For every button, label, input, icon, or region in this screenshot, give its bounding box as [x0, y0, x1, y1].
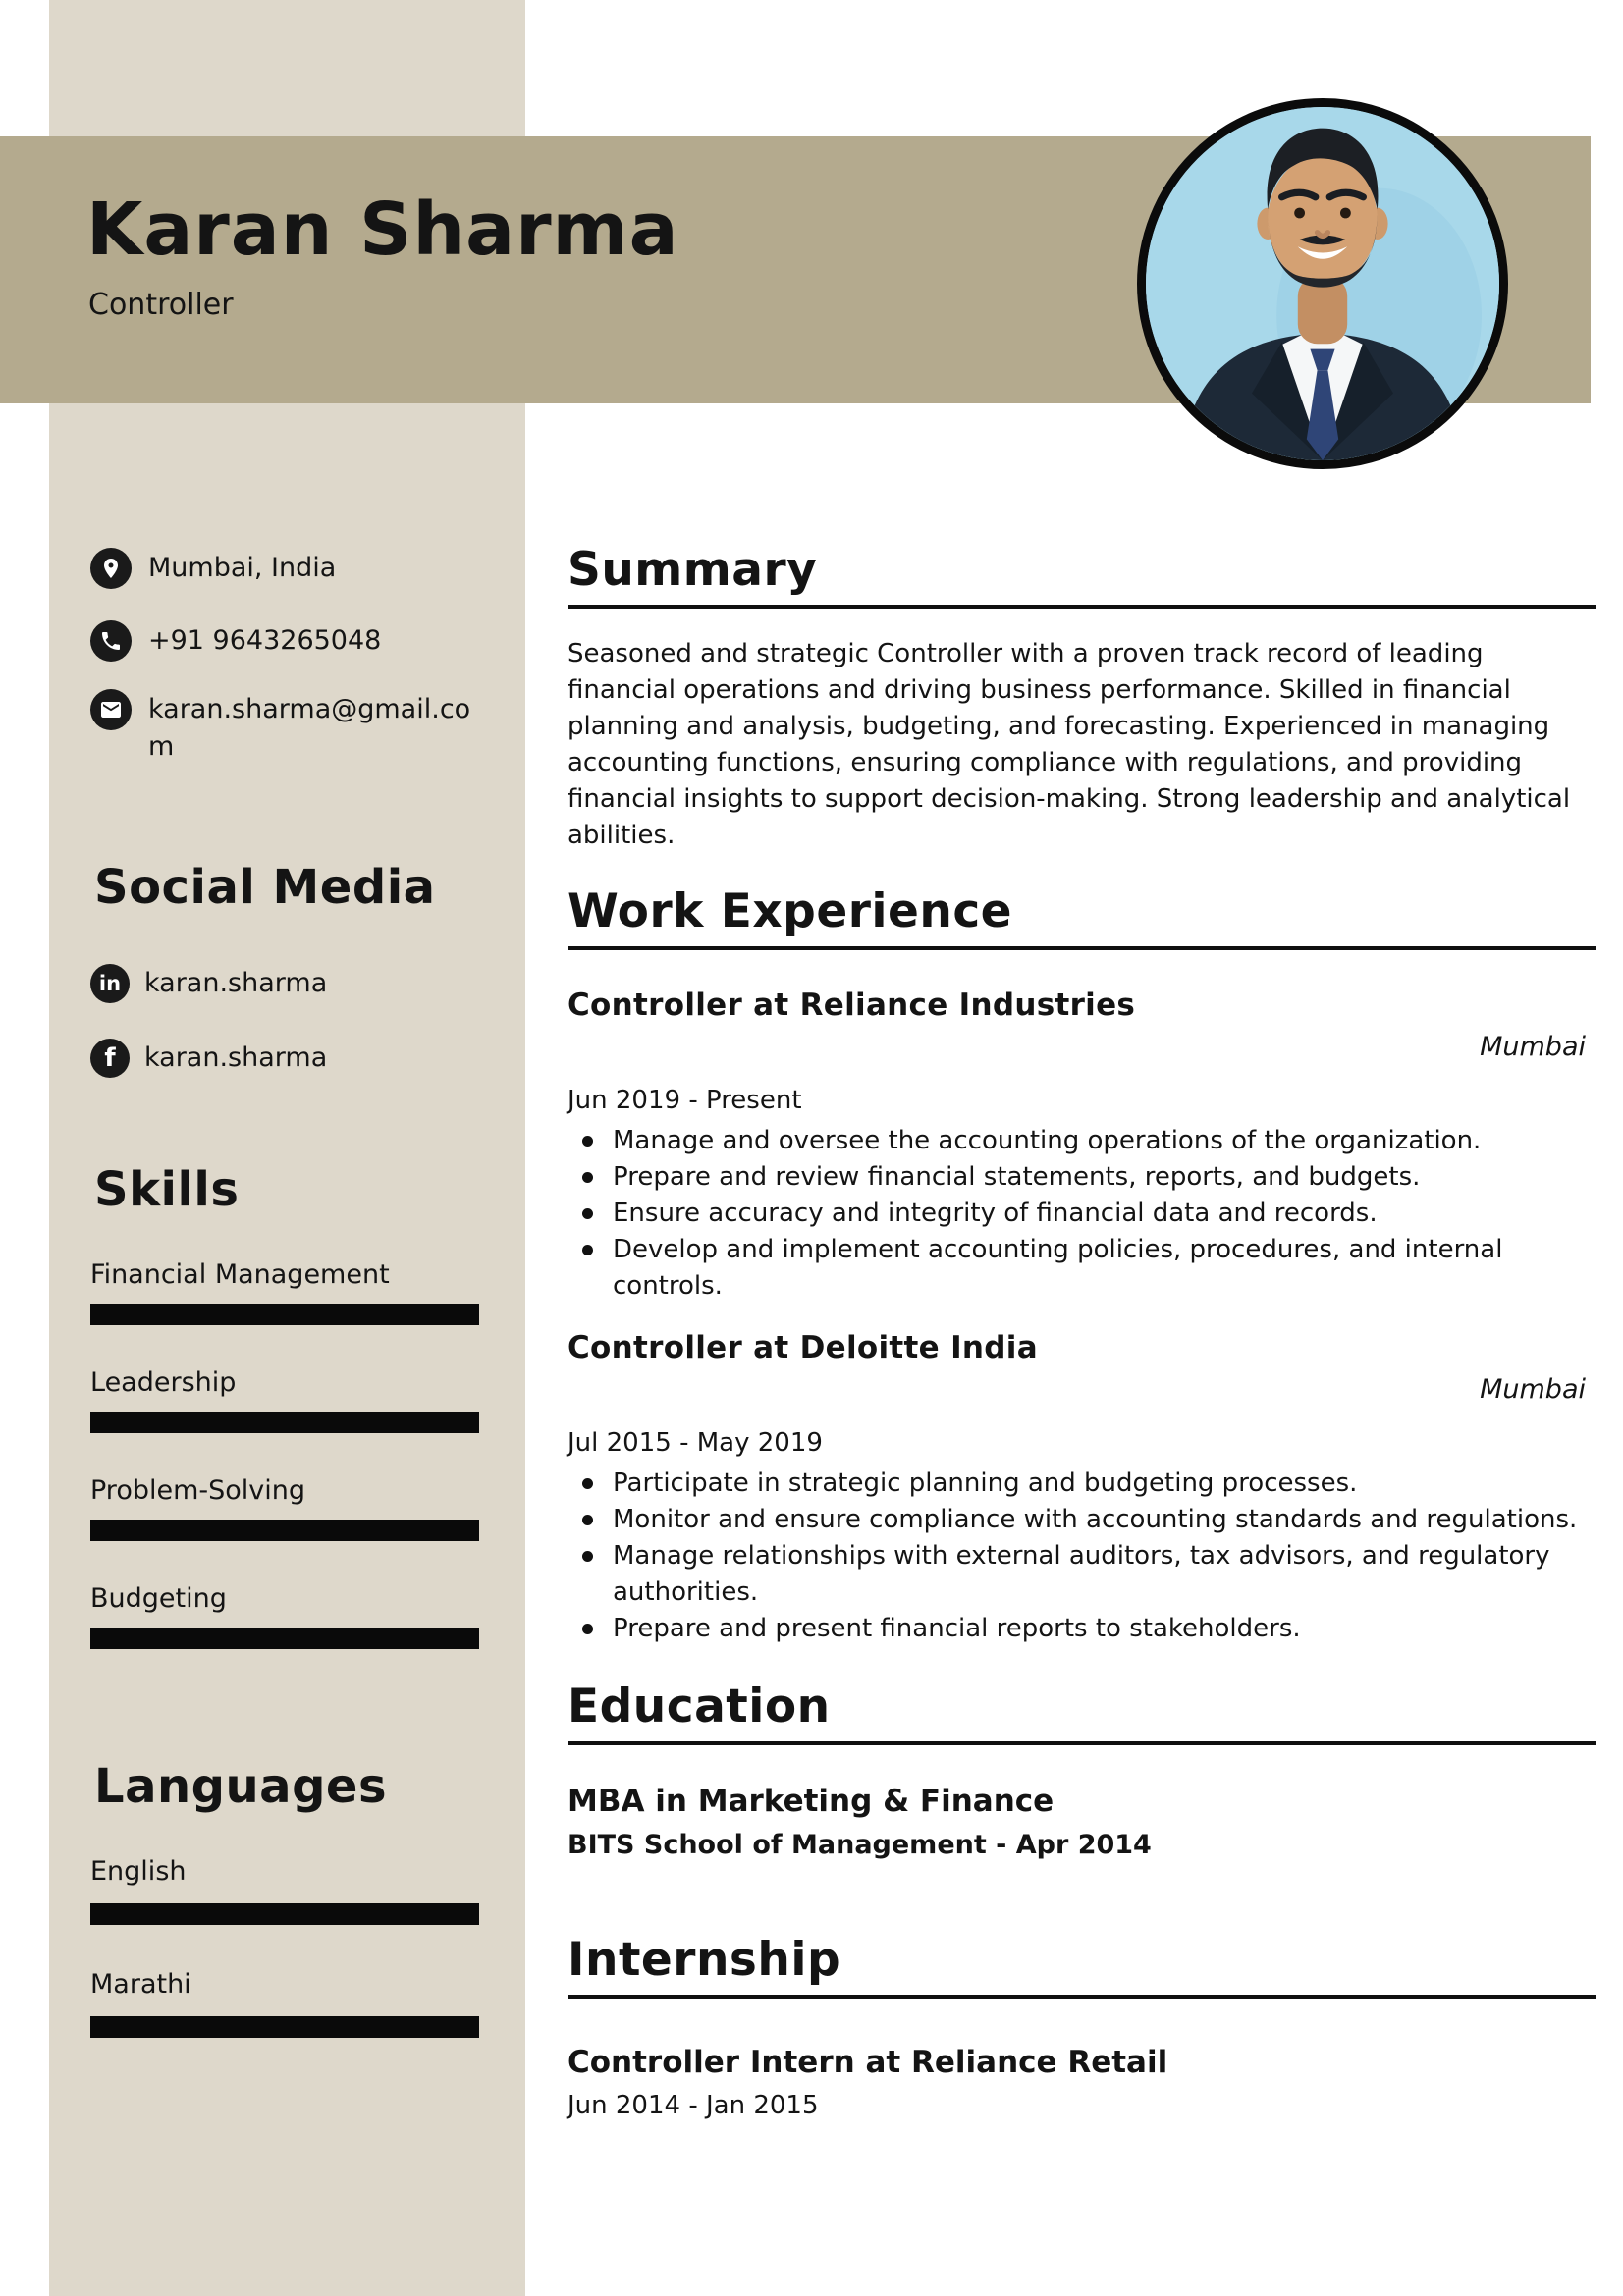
summary-heading: Summary: [568, 544, 1596, 609]
contact-location-text: Mumbai, India: [148, 553, 337, 583]
education-heading: Education: [568, 1681, 1596, 1745]
languages-heading: Languages: [94, 1759, 388, 1814]
internship-section: [568, 1934, 1596, 2122]
work-experience-heading: Work Experience: [568, 885, 1596, 950]
skills-heading: Skills: [94, 1162, 240, 1217]
language-bar: [90, 1903, 479, 1925]
contact-phone-text: +91 9643265048: [148, 625, 382, 656]
envelope-icon: [90, 689, 132, 730]
facebook-icon: f: [90, 1039, 130, 1078]
job-bullet: Prepare and review financial statements, reports, and budgets.: [568, 1159, 1596, 1196]
skill-item: [90, 1474, 479, 1541]
language-item: [90, 1855, 479, 1925]
person-title: Controller: [88, 288, 234, 322]
skill-label: Leadership: [90, 1367, 237, 1398]
education-school: BITS School of Management - Apr 2014: [568, 1830, 1152, 1860]
contact-email: [90, 689, 493, 766]
job-location: Mumbai: [1480, 1374, 1586, 1405]
skill-bar: [90, 1628, 479, 1649]
job-bullet-list: [568, 1466, 1596, 1647]
skill-bar: [90, 1412, 479, 1433]
profile-photo-illustration: [1146, 107, 1499, 460]
language-label: English: [90, 1856, 187, 1887]
education-section: [568, 1681, 1596, 1863]
skill-label: Budgeting: [90, 1583, 227, 1614]
language-item: [90, 1968, 479, 2038]
language-label: Marathi: [90, 1969, 191, 2000]
internship-heading: Internship: [568, 1934, 1596, 1999]
languages-list: [90, 1855, 479, 2081]
job-bullet: Manage relationships with external auditors, tax advisors, and regulatory authorities.: [568, 1538, 1596, 1611]
social-facebook-handle: karan.sharma: [144, 1042, 328, 1073]
job-title: Controller at Deloitte India: [568, 1330, 1038, 1365]
job-bullet-list: [568, 1123, 1596, 1305]
job-bullet: Ensure accuracy and integrity of financial data and records.: [568, 1196, 1596, 1232]
job-bullet: Manage and oversee the accounting operations of the organization.: [568, 1123, 1596, 1159]
summary-text: Seasoned and strategic Controller with a proven track record of leading financial operations and driving business performance. Skilled in financial planning and analysis, budgeting, and forecasting. Experienced in managing accounting functions, ensuring compliance with regulations, and providing financial insights to support decision-making. Strong leadership and analytical abilities.: [568, 639, 1571, 850]
contact-email-text: karan.sharma@gmail.com: [148, 694, 471, 762]
internship-title: Controller Intern at Reliance Retail: [568, 2045, 1168, 2080]
social-facebook: [90, 1039, 493, 1078]
social-linkedin-handle: karan.sharma: [144, 968, 328, 998]
job-bullet: Participate in strategic planning and budgeting processes.: [568, 1466, 1596, 1502]
language-bar: [90, 2016, 479, 2038]
skill-item: [90, 1258, 479, 1325]
skills-list: [90, 1258, 479, 1690]
social-media-heading: Social Media: [94, 860, 436, 915]
work-experience-section: [568, 885, 1596, 1647]
skill-label: Financial Management: [90, 1259, 390, 1290]
contact-phone: [90, 620, 493, 662]
phone-icon: [90, 620, 132, 662]
skill-item: [90, 1582, 479, 1649]
person-name: Karan Sharma: [86, 187, 679, 272]
job-location: Mumbai: [1480, 1032, 1586, 1062]
job-bullet: Monitor and ensure compliance with accounting standards and regulations.: [568, 1502, 1596, 1538]
linkedin-icon: in: [90, 964, 130, 1003]
job-bullet: Develop and implement accounting policies, procedures, and internal controls.: [568, 1232, 1596, 1305]
job-dates: Jul 2015 - May 2019: [568, 1428, 823, 1458]
summary-section: [568, 544, 1596, 854]
profile-photo: [1137, 98, 1508, 469]
skill-label: Problem-Solving: [90, 1475, 306, 1506]
internship-dates: Jun 2014 - Jan 2015: [568, 2091, 819, 2120]
job-dates: Jun 2019 - Present: [568, 1086, 802, 1115]
contact-location: [90, 548, 493, 589]
skill-item: [90, 1366, 479, 1433]
skill-bar: [90, 1304, 479, 1325]
social-linkedin: [90, 964, 493, 1003]
education-degree: MBA in Marketing & Finance: [568, 1784, 1055, 1819]
skill-bar: [90, 1520, 479, 1541]
job-title: Controller at Reliance Industries: [568, 988, 1136, 1023]
location-pin-icon: [90, 548, 132, 589]
job-bullet: Prepare and present financial reports to stakeholders.: [568, 1611, 1596, 1647]
